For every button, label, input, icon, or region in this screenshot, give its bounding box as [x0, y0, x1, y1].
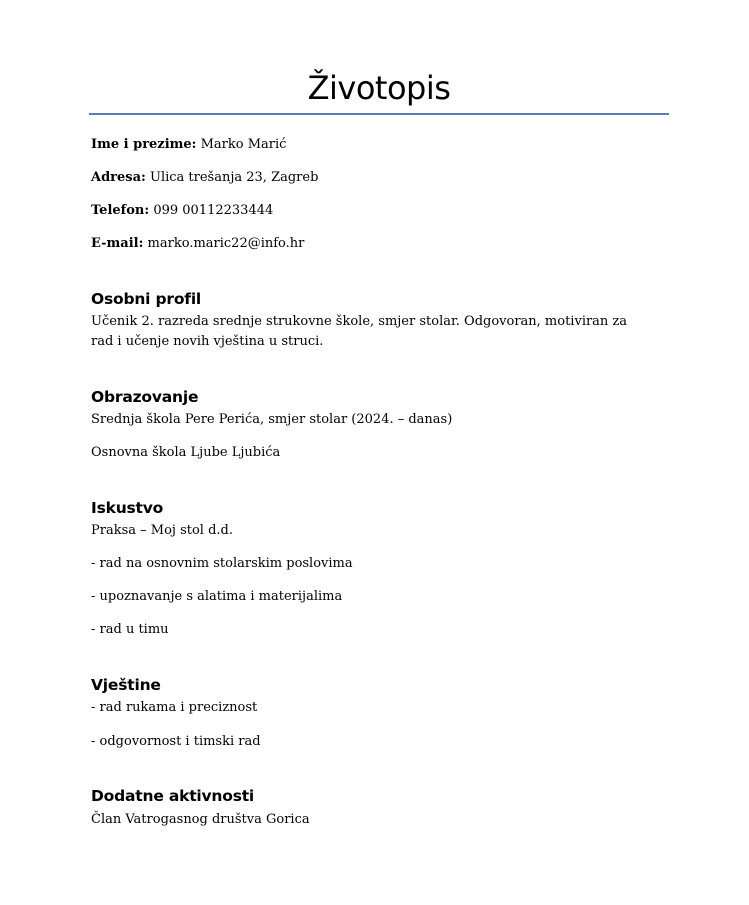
field-label: Telefon:: [91, 203, 150, 218]
section-heading-education: Obrazovanje: [91, 388, 199, 406]
personal-info-name: [91, 135, 286, 155]
title-divider: [89, 113, 669, 115]
personal-info-address: [91, 168, 318, 188]
document-title: Životopis: [307, 69, 451, 107]
profile-text: Učenik 2. razreda srednje strukovne škole, smjer stolar. Odgovoran, motiviran za rad i učenje novih vještina u struci.: [91, 314, 628, 349]
education-item: Osnovna škola Ljube Ljubića: [91, 445, 281, 460]
field-value: marko.maric22@info.hr: [147, 236, 305, 251]
experience-item: - rad na osnovnim stolarskim poslovima: [91, 556, 353, 571]
field-label: E-mail:: [91, 236, 144, 251]
section-heading-activities: Dodatne aktivnosti: [91, 787, 255, 805]
skill-item: - odgovornost i timski rad: [91, 734, 261, 749]
field-label: Adresa:: [91, 170, 146, 185]
personal-info-email: [91, 234, 304, 254]
experience-item: - rad u timu: [91, 622, 169, 637]
skill-item: - rad rukama i preciznost: [91, 700, 258, 715]
field-value: Marko Marić: [200, 137, 287, 152]
field-value: 099 00112233444: [153, 203, 274, 218]
field-value: Ulica trešanja 23, Zagreb: [149, 170, 319, 185]
personal-info-phone: [91, 201, 273, 221]
field-label: Ime i prezime:: [91, 137, 197, 152]
section-heading-profile: Osobni profil: [91, 290, 202, 308]
section-heading-experience: Iskustvo: [91, 499, 164, 517]
experience-item: Praksa – Moj stol d.d.: [91, 523, 233, 538]
education-item: Srednja škola Pere Perića, smjer stolar (2024. – danas): [91, 412, 453, 427]
experience-item: - upoznavanje s alatima i materijalima: [91, 589, 343, 604]
section-heading-skills: Vještine: [91, 676, 161, 694]
activity-item: Član Vatrogasnog društva Gorica: [91, 812, 310, 827]
